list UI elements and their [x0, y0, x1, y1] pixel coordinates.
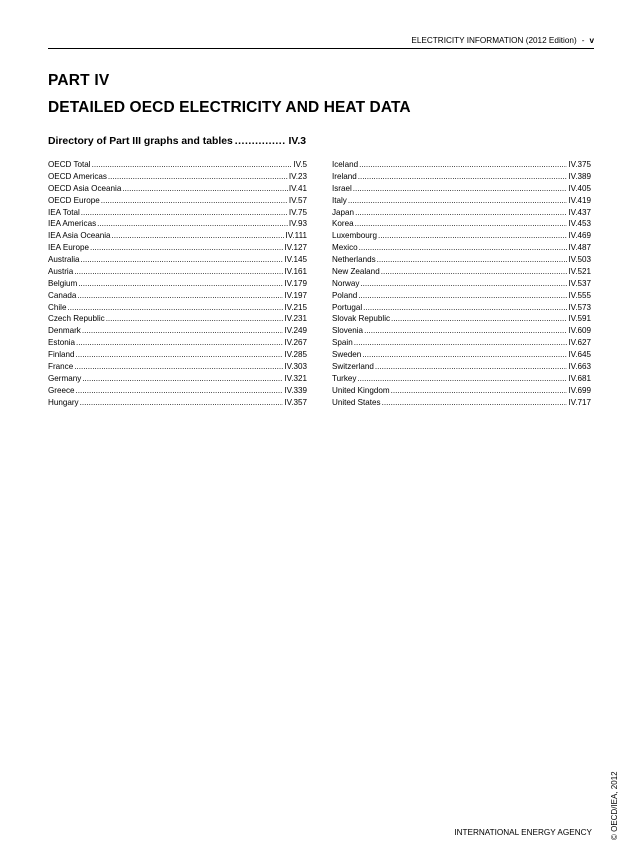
dot-leader: [378, 230, 567, 242]
toc-entry-page: IV.339: [284, 385, 307, 395]
toc-entry[interactable]: [48, 207, 307, 219]
toc-entry[interactable]: [332, 159, 591, 171]
toc-entry-name: Belgium: [48, 278, 78, 288]
dot-leader: [74, 266, 283, 278]
toc-entry-page: IV.357: [284, 397, 307, 407]
toc-entry-name: Iceland: [332, 160, 359, 169]
toc-entry-name: United States: [332, 397, 381, 407]
toc-entry-page: IV.215: [284, 302, 307, 312]
dot-leader: [375, 361, 567, 373]
toc-entry[interactable]: [332, 266, 591, 278]
toc-entry-page: IV.267: [284, 338, 307, 348]
dot-leader: [76, 349, 284, 361]
toc-entry-page: IV.537: [568, 278, 591, 288]
toc-entry-page: IV.521: [568, 266, 591, 276]
toc-entry-name: Hungary: [48, 397, 79, 407]
dot-leader: [92, 159, 293, 171]
copyright-notice: © OECD/IEA, 2012: [610, 771, 619, 840]
dot-leader: [106, 313, 284, 325]
toc-entry[interactable]: [332, 254, 591, 266]
toc-entry-name: Portugal: [332, 302, 363, 312]
toc-entry[interactable]: [332, 218, 591, 230]
toc-entry-name: Poland: [332, 290, 358, 300]
dot-leader: [108, 171, 288, 183]
toc-entry[interactable]: [332, 337, 591, 349]
toc-entry[interactable]: [332, 242, 591, 254]
toc-entry[interactable]: [332, 207, 591, 219]
toc-entry[interactable]: [332, 373, 591, 385]
toc-entry[interactable]: [48, 397, 307, 409]
toc-entry-page: IV.573: [568, 302, 591, 312]
toc-entry-page: IV.591: [568, 314, 591, 324]
dot-leader: [76, 337, 283, 349]
toc-entry-name: IEA Asia Oceania: [48, 231, 111, 241]
toc-entry[interactable]: [48, 278, 307, 290]
dot-leader: [67, 302, 283, 314]
toc-entry-name: Turkey: [332, 373, 357, 383]
toc-entry-page: IV.161: [284, 266, 307, 276]
toc-entry[interactable]: [332, 325, 591, 337]
toc-entry-name: OECD Total: [48, 160, 91, 169]
toc-entry-name: Norway: [332, 278, 360, 288]
dot-leader: [363, 302, 567, 314]
directory-heading[interactable]: [48, 136, 306, 147]
dot-leader: [112, 230, 285, 242]
dot-leader: [90, 242, 283, 254]
toc-entry-page: IV.627: [568, 338, 591, 348]
toc-entry[interactable]: [48, 230, 307, 242]
toc-entry-name: Slovak Republic: [332, 314, 391, 324]
toc-entry[interactable]: [48, 349, 307, 361]
toc-entry-page: IV.389: [568, 171, 591, 181]
toc-entry-page: IV.285: [284, 350, 307, 359]
toc-entry-page: IV.145: [284, 255, 307, 264]
header-title: ELECTRICITY INFORMATION (2012 Edition): [411, 36, 577, 45]
toc-entry-page: IV.93: [288, 219, 307, 229]
dot-leader: [97, 218, 288, 230]
toc-entry[interactable]: [332, 230, 591, 242]
dot-leader: [364, 325, 567, 337]
toc-entry-name: OECD Asia Oceania: [48, 183, 122, 193]
toc-entry[interactable]: [332, 183, 591, 195]
dot-leader: [358, 290, 567, 302]
toc-entry-name: Netherlands: [332, 255, 376, 264]
toc-entry-name: IEA Americas: [48, 219, 97, 229]
toc-entry[interactable]: [48, 325, 307, 337]
header-separator: -: [581, 36, 585, 45]
toc-entry-page: IV.699: [568, 385, 591, 395]
dot-leader: [381, 266, 568, 278]
dot-leader: [355, 218, 568, 230]
toc-entry[interactable]: [48, 183, 307, 195]
dot-leader: [382, 397, 568, 409]
directory-page: IV.3: [288, 136, 306, 147]
toc-entry-page: IV.555: [568, 290, 591, 300]
footer-agency: INTERNATIONAL ENERGY AGENCY: [454, 828, 592, 837]
toc-entry[interactable]: [48, 218, 307, 230]
dot-leader: [362, 349, 567, 361]
toc-entry[interactable]: [48, 242, 307, 254]
toc-entry-page: IV.375: [568, 160, 591, 169]
dot-leader: [235, 136, 287, 147]
toc-entry[interactable]: [48, 337, 307, 349]
dot-leader: [360, 278, 567, 290]
toc-entry-name: New Zealand: [332, 266, 380, 276]
dot-leader: [358, 171, 568, 183]
toc-entry[interactable]: [48, 385, 307, 397]
dot-leader: [359, 242, 568, 254]
toc-entry-page: IV.23: [288, 171, 307, 181]
part-subtitle: DETAILED OECD ELECTRICITY AND HEAT DATA: [48, 99, 411, 116]
dot-leader: [391, 313, 567, 325]
toc-entry[interactable]: [48, 373, 307, 385]
dot-leader: [355, 207, 567, 219]
toc-entry-page: IV.453: [568, 219, 591, 229]
toc-entry[interactable]: [332, 171, 591, 183]
dot-leader: [78, 278, 283, 290]
toc-entry-page: IV.419: [568, 195, 591, 205]
header-page-number: v: [589, 36, 594, 45]
dot-leader: [74, 361, 283, 373]
toc-entry[interactable]: [332, 385, 591, 397]
toc-entry-name: Spain: [332, 338, 353, 348]
dot-leader: [377, 254, 568, 266]
toc-column-left: [48, 159, 307, 408]
toc-entry[interactable]: [332, 302, 591, 314]
toc-entry-page: IV.717: [568, 397, 591, 407]
toc-entry[interactable]: [48, 361, 307, 373]
toc-entry-name: OECD Europe: [48, 195, 100, 205]
toc-entry-name: United Kingdom: [332, 385, 390, 395]
toc-entry[interactable]: [48, 266, 307, 278]
toc-entry-name: Luxembourg: [332, 231, 377, 241]
toc-entry-page: IV.609: [568, 326, 591, 336]
toc-entry[interactable]: [48, 290, 307, 302]
toc-entry-page: IV.405: [568, 183, 591, 193]
toc-entry-name: OECD Americas: [48, 171, 107, 181]
toc-entry-name: Canada: [48, 290, 77, 300]
dot-leader: [80, 397, 284, 409]
toc-entry-page: IV.231: [284, 314, 307, 324]
toc-entry-name: Chile: [48, 302, 67, 312]
dot-leader: [122, 183, 288, 195]
toc-column-right: [332, 159, 591, 408]
toc-entry-name: Australia: [48, 255, 80, 264]
dot-leader: [77, 290, 283, 302]
toc-entry-page: IV.5: [293, 160, 307, 169]
toc-entry[interactable]: [332, 195, 591, 207]
toc-entry[interactable]: [48, 302, 307, 314]
toc-entry-page: IV.487: [568, 243, 591, 253]
toc-entry-name: Switzerland: [332, 361, 374, 371]
toc-entry-page: IV.75: [288, 207, 307, 217]
toc-entry-name: Finland: [48, 350, 75, 359]
toc-entry-name: Denmark: [48, 326, 81, 336]
toc-entry[interactable]: [48, 195, 307, 207]
part-title: PART IV: [48, 72, 110, 89]
toc-entry-page: IV.127: [284, 243, 307, 253]
directory-label: Directory of Part III graphs and tables: [48, 136, 233, 147]
toc-entry-page: IV.645: [568, 350, 591, 359]
toc-entry-page: IV.249: [284, 326, 307, 336]
dot-leader: [359, 159, 567, 171]
toc-entry-name: Estonia: [48, 338, 75, 348]
toc-entry[interactable]: [332, 397, 591, 409]
toc-entry[interactable]: [48, 159, 307, 171]
dot-leader: [354, 337, 568, 349]
dot-leader: [76, 385, 284, 397]
toc-entry-name: Korea: [332, 219, 354, 229]
toc-entry-name: France: [48, 361, 74, 371]
toc-entry-name: Ireland: [332, 171, 357, 181]
toc-entry-name: Mexico: [332, 243, 358, 253]
toc-entry-page: IV.321: [284, 373, 307, 383]
dot-leader: [82, 325, 283, 337]
toc-entry-page: IV.111: [285, 231, 307, 241]
toc-entry-name: IEA Total: [48, 207, 80, 217]
toc-entry-name: Greece: [48, 385, 75, 395]
toc-entry-page: IV.681: [568, 373, 591, 383]
toc-entry[interactable]: [332, 349, 591, 361]
toc-entry-page: IV.303: [284, 361, 307, 371]
dot-leader: [81, 207, 288, 219]
toc-entry-page: IV.663: [568, 361, 591, 371]
toc-entry-page: IV.57: [288, 195, 307, 205]
toc-entry-name: Czech Republic: [48, 314, 105, 324]
toc-entry-name: IEA Europe: [48, 243, 89, 253]
dot-leader: [391, 385, 568, 397]
dot-leader: [348, 195, 567, 207]
toc-entry-page: IV.197: [284, 290, 307, 300]
dot-leader: [101, 195, 288, 207]
running-header: [48, 33, 594, 49]
dot-leader: [81, 254, 284, 266]
toc-entry[interactable]: [332, 361, 591, 373]
toc-entry[interactable]: [48, 313, 307, 325]
toc-entry[interactable]: [48, 171, 307, 183]
dot-leader: [357, 373, 567, 385]
toc-entry-page: IV.41: [288, 183, 307, 193]
toc-entry[interactable]: [332, 313, 591, 325]
dot-leader: [82, 373, 283, 385]
toc-entry-name: Austria: [48, 266, 74, 276]
toc-entry-name: Sweden: [332, 350, 362, 359]
dot-leader: [353, 183, 568, 195]
toc-entry[interactable]: [332, 290, 591, 302]
toc-entry[interactable]: [48, 254, 307, 266]
toc-entry-name: Italy: [332, 195, 347, 205]
toc-entry-name: Germany: [48, 373, 82, 383]
toc-entry-page: IV.503: [568, 255, 591, 264]
toc-entry-name: Japan: [332, 207, 355, 217]
toc-entry-page: IV.179: [284, 278, 307, 288]
toc-entry-name: Slovenia: [332, 326, 364, 336]
toc-entry-name: Israel: [332, 183, 352, 193]
toc-entry[interactable]: [332, 278, 591, 290]
toc-entry-page: IV.437: [568, 207, 591, 217]
toc-entry-page: IV.469: [568, 231, 591, 241]
